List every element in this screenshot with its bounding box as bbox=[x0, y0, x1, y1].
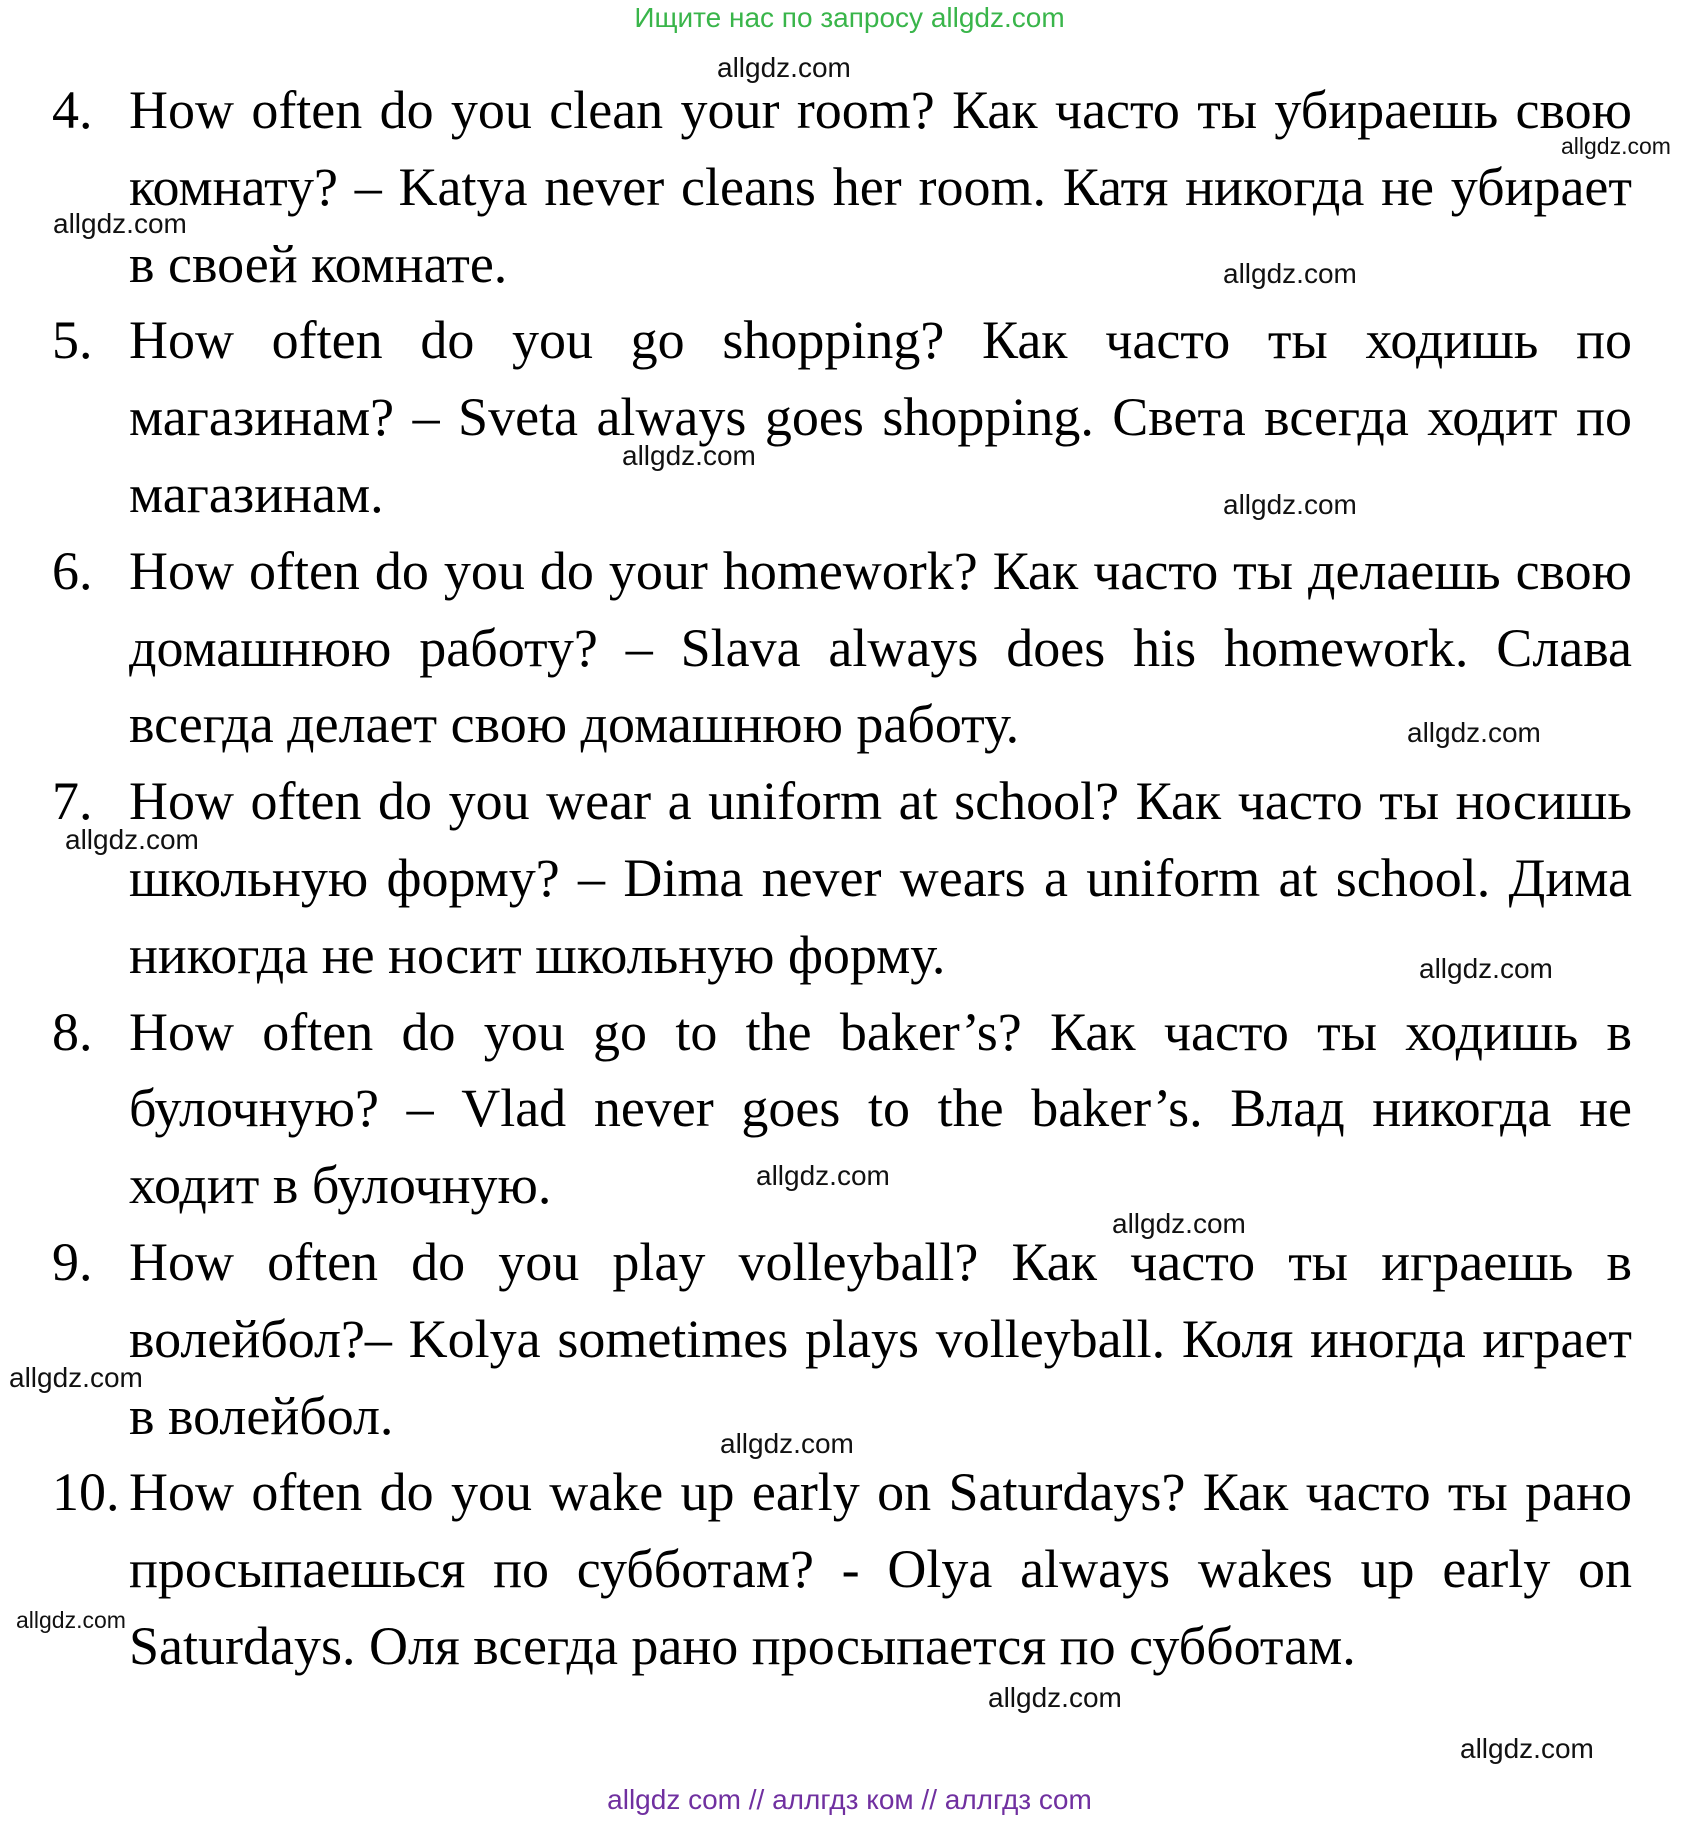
watermark: allgdz.com bbox=[1419, 953, 1553, 984]
answer-text: How often do you wake up early on Saturdays? Как часто ты рано просыпаешься по субботам? - Olya always wakes up early on Saturdays. Оля всегда рано просыпается по субботам. bbox=[129, 1462, 1632, 1676]
footer: allgdz com // аллгдз ком // аллгдз com bbox=[607, 1784, 1092, 1815]
answer-text: How often do you go to the baker’s? Как часто ты ходишь в булочную? – Vlad never goes to the baker’s. Влад никогда не ходит в булочную. bbox=[129, 1001, 1632, 1216]
answer-number: 7. bbox=[52, 771, 93, 832]
watermark: allgdz.com bbox=[720, 1428, 854, 1459]
answer-item-7 bbox=[52, 763, 1632, 993]
answer-number: 9. bbox=[52, 1231, 93, 1292]
answer-item-10 bbox=[52, 1454, 1632, 1684]
answer-item-5 bbox=[52, 302, 1632, 532]
watermark: allgdz.com bbox=[16, 1607, 126, 1633]
watermark: allgdz.com bbox=[756, 1160, 890, 1191]
answer-text: How often do you wear a uniform at school? Как часто ты носишь школьную форму? – Dima never wears a uniform at school. Дима никогда не носит школьную форму. bbox=[129, 771, 1632, 985]
answer-text: How often do you play volleyball? Как часто ты играешь в волейбол?– Kolya sometimes plays volleyball. Коля иногда играет в волейбол. bbox=[129, 1231, 1632, 1446]
answer-number: 10. bbox=[52, 1462, 120, 1523]
answer-number: 5. bbox=[52, 310, 93, 371]
watermark: allgdz.com bbox=[1407, 717, 1541, 748]
answer-number: 6. bbox=[52, 540, 93, 601]
watermark: allgdz.com bbox=[717, 52, 851, 83]
watermark: allgdz.com bbox=[988, 1682, 1122, 1713]
answer-number: 4. bbox=[52, 80, 93, 140]
watermark: allgdz.com bbox=[1223, 489, 1357, 520]
watermark: allgdz.com bbox=[1112, 1208, 1246, 1239]
watermark: allgdz.com bbox=[65, 824, 199, 855]
answer-item-4 bbox=[52, 72, 1632, 302]
answer-text: How often do you do your homework? Как часто ты делаешь свою домашнюю работу? – Slava always does his homework. Слава всегда делает свою домашнюю работу. bbox=[129, 540, 1632, 755]
answer-text: How often do you clean your room? Как часто ты убираешь свою комнату? – Katya never cleans her room. Катя никогда не убирает в своей комнате. bbox=[129, 80, 1632, 294]
watermark: allgdz.com bbox=[622, 440, 756, 471]
watermark: allgdz.com bbox=[53, 208, 187, 239]
watermark: allgdz.com bbox=[9, 1362, 143, 1393]
watermark: allgdz.com bbox=[1223, 258, 1357, 289]
answer-item-9 bbox=[52, 1224, 1632, 1454]
answer-text: How often do you go shopping? Как часто ты ходишь по магазинам? – Sveta always goes shopping. Света всегда ходит по магазинам. bbox=[129, 310, 1632, 524]
answer-item-6 bbox=[52, 533, 1632, 763]
answer-number: 8. bbox=[52, 1001, 93, 1062]
top-banner: Ищите нас по запросу allgdz.com bbox=[634, 2, 1065, 33]
watermark: allgdz.com bbox=[1460, 1733, 1594, 1764]
watermark: allgdz.com bbox=[1561, 133, 1671, 159]
